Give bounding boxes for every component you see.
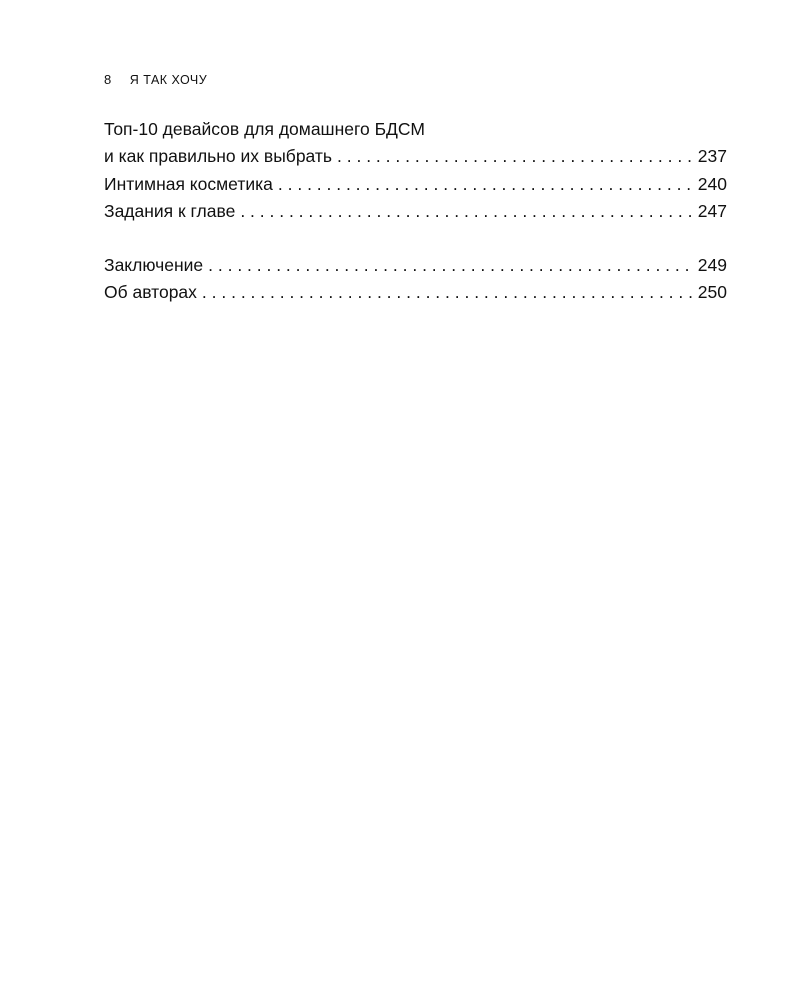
- toc-entry-title: Задания к главе: [104, 200, 236, 221]
- toc-entry-page: 237: [697, 146, 727, 167]
- toc-entry-conclusion[interactable]: [104, 252, 727, 279]
- toc-entry-title: Топ-10 девайсов для домашнего БДСМ: [104, 119, 425, 139]
- toc-entry-line: [104, 171, 727, 198]
- toc-entry-title: и как правильно их выбрать: [104, 146, 333, 167]
- dot-leader: [208, 252, 695, 279]
- section-gap: [104, 225, 727, 252]
- toc-entry-line: [104, 279, 727, 306]
- toc-entry-title: Об авторах: [104, 282, 197, 303]
- toc-entry-cosmetics[interactable]: [104, 171, 727, 198]
- toc-entry-line: [104, 198, 727, 225]
- toc-entry-line: [104, 252, 727, 279]
- toc-entry-last-line: [104, 143, 727, 170]
- toc-entry-title: Интимная косметика: [104, 173, 273, 194]
- table-of-contents: [104, 116, 727, 307]
- page-number: 8: [104, 72, 112, 87]
- running-head: [104, 72, 207, 87]
- dot-leader: [202, 279, 695, 306]
- book-title: Я ТАК ХОЧУ: [129, 73, 208, 87]
- toc-entry-title: Заключение: [104, 255, 204, 276]
- toc-entry-first-line: [104, 116, 727, 143]
- dot-leader: [337, 143, 695, 170]
- toc-entry-page: 240: [697, 173, 727, 194]
- toc-entry-tasks[interactable]: [104, 198, 727, 225]
- toc-entry-authors[interactable]: [104, 279, 727, 306]
- toc-entry-devices[interactable]: [104, 116, 727, 171]
- toc-entry-page: 249: [697, 255, 727, 276]
- toc-entry-page: 250: [697, 282, 727, 303]
- dot-leader: [278, 171, 695, 198]
- toc-entry-page: 247: [697, 200, 727, 221]
- dot-leader: [240, 198, 694, 225]
